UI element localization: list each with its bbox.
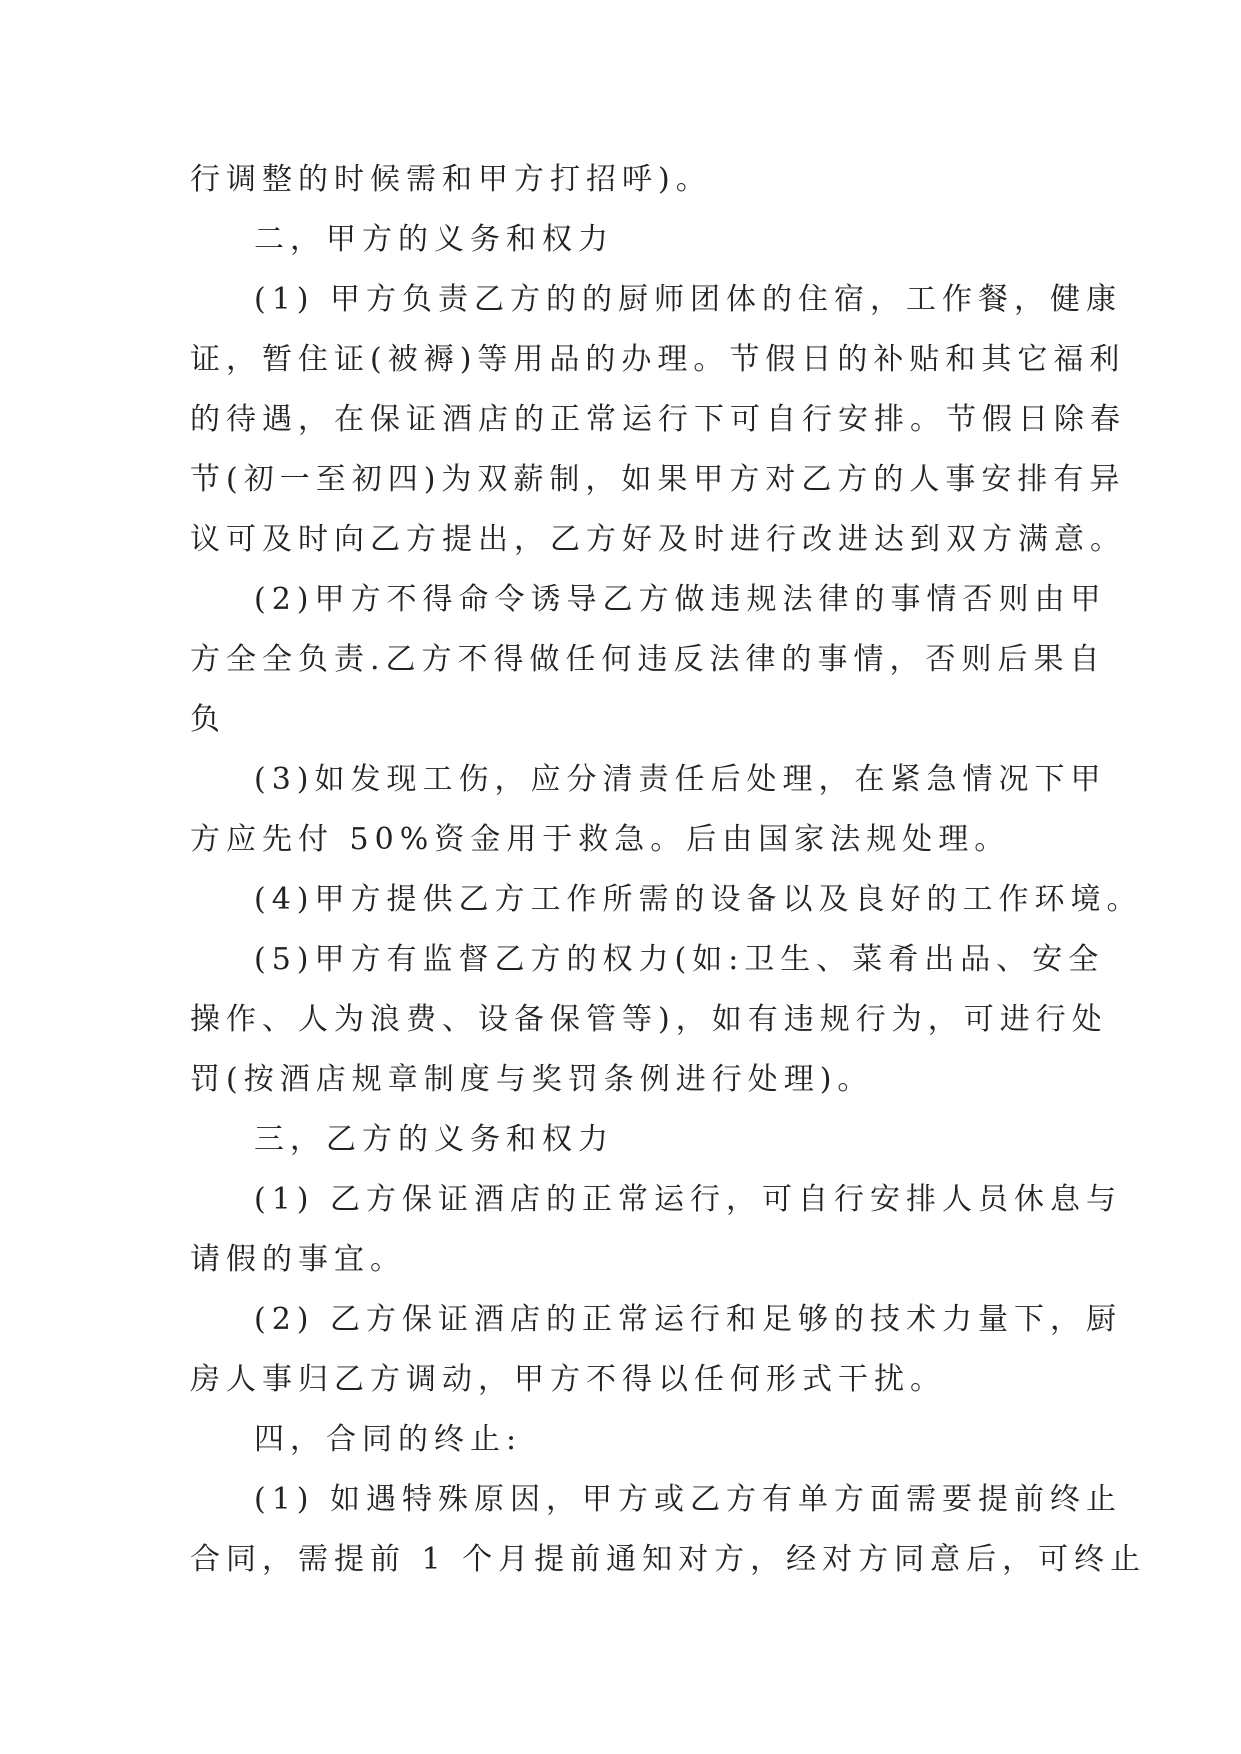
text-line-20: (2) 乙方保证酒店的正常运行和足够的技术力量下，厨	[254, 1302, 1123, 1337]
text-line-5: 的待遇，在保证酒店的正常运行下可自行安排。节假日除春	[190, 402, 1126, 437]
text-line-9: 方全全负责.乙方不得做任何违反法律的事情，否则后果自	[190, 642, 1106, 677]
text-line-19: 请假的事宜。	[190, 1242, 406, 1277]
text-line-8: (2)甲方不得命令诱导乙方做违规法律的事情否则由甲	[254, 582, 1107, 617]
text-line-7: 议可及时向乙方提出，乙方好及时进行改进达到双方满意。	[190, 522, 1126, 557]
text-line-18: (1) 乙方保证酒店的正常运行，可自行安排人员休息与	[254, 1182, 1123, 1217]
text-line-21: 房人事归乙方调动，甲方不得以任何形式干扰。	[190, 1362, 946, 1397]
text-line-11: (3)如发现工伤，应分清责任后处理，在紧急情况下甲	[254, 762, 1107, 797]
text-line-24: 合同，需提前 1 个月提前通知对方，经对方同意后，可终止	[190, 1542, 1147, 1577]
text-line-13: (4)甲方提供乙方工作所需的设备以及良好的工作环境。	[254, 882, 1143, 917]
text-line-10: 负	[190, 702, 226, 737]
text-line-3: (1) 甲方负责乙方的的厨师团体的住宿，工作餐，健康	[254, 282, 1123, 317]
section-heading-4: 四，合同的终止:	[254, 1422, 523, 1457]
text-line-12: 方应先付 50%资金用于救急。后由国家法规处理。	[190, 822, 1011, 857]
document-body	[190, 150, 1147, 1590]
text-line-4: 证，暂住证(被褥)等用品的办理。节假日的补贴和其它福利	[190, 342, 1126, 377]
text-line-1: 行调整的时候需和甲方打招呼)。	[190, 162, 712, 197]
text-line-15: 操作、人为浪费、设备保管等)，如有违规行为，可进行处	[190, 1002, 1108, 1037]
section-heading-2: 二，甲方的义务和权力	[254, 222, 614, 257]
section-heading-3: 三，乙方的义务和权力	[254, 1122, 614, 1157]
text-line-16: 罚(按酒店规章制度与奖罚条例进行处理)。	[190, 1062, 874, 1097]
text-line-23: (1) 如遇特殊原因，甲方或乙方有单方面需要提前终止	[254, 1482, 1123, 1517]
text-line-6: 节(初一至初四)为双薪制，如果甲方对乙方的人事安排有异	[190, 462, 1126, 497]
text-line-14: (5)甲方有监督乙方的权力(如:卫生、菜肴出品、安全	[254, 942, 1105, 977]
